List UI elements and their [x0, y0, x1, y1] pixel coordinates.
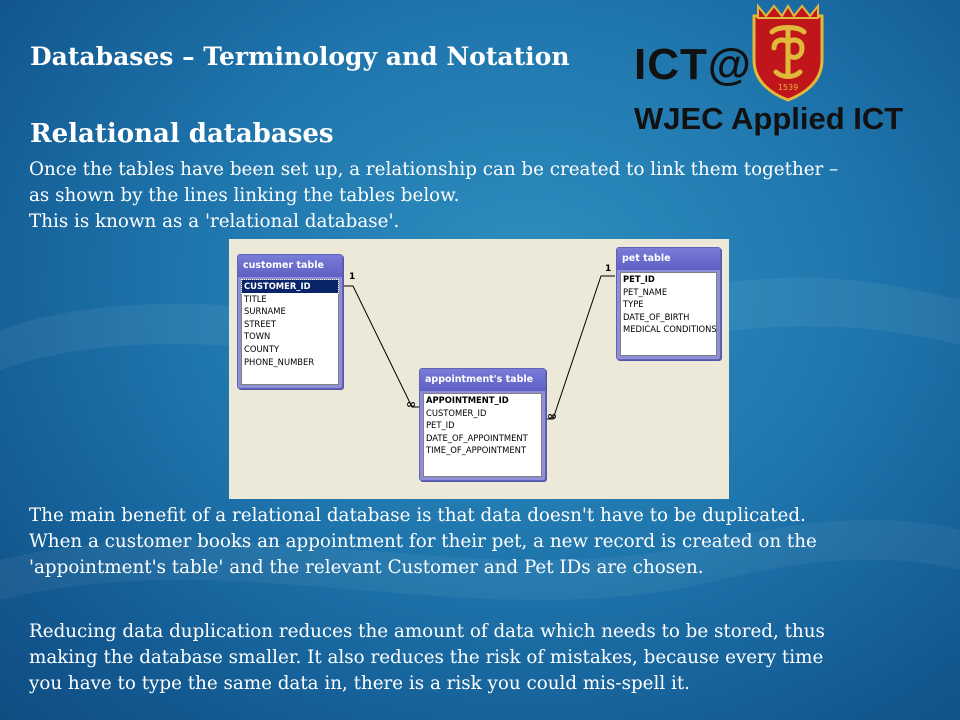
field-appointment-pet-id[interactable]: PET_ID [426, 420, 455, 431]
customer-table-title: customer table [238, 255, 342, 277]
field-medical-conditions[interactable]: MEDICAL CONDITIONS [623, 324, 717, 335]
brand-course-label: WJEC Applied ICT [634, 101, 904, 136]
field-pet-name[interactable]: PET_NAME [623, 286, 668, 297]
field-pet-id[interactable]: PET_ID [623, 274, 655, 284]
crest-year: 1539 [777, 83, 799, 92]
field-customer-id[interactable]: CUSTOMER_ID [242, 280, 338, 293]
field-phone-number[interactable]: PHONE_NUMBER [244, 356, 315, 367]
cardinality-many-pet: ∞ [547, 409, 557, 423]
field-appointment-customer-id[interactable]: CUSTOMER_ID [426, 407, 487, 418]
field-date-of-birth[interactable]: DATE_OF_BIRTH [623, 311, 690, 322]
cardinality-one-pet: 1 [605, 264, 612, 274]
field-street[interactable]: STREET [244, 318, 276, 329]
pet-table-title: pet table [617, 248, 720, 270]
duplication-paragraph: Reducing data duplication reduces the amount of data which needs to be stored, thus making the database smaller. It also reduces the risk of mistakes, because every time you have to type the same data in, there is a risk you could mis-spell it. [29, 621, 825, 694]
cardinality-many-customer: ∞ [406, 397, 416, 411]
section-title: Relational databases [30, 119, 334, 149]
field-title[interactable]: TITLE [244, 293, 267, 304]
field-town[interactable]: TOWN [244, 331, 271, 342]
field-appointment-id[interactable]: APPOINTMENT_ID [426, 395, 509, 405]
pet-table-fields [620, 272, 717, 356]
field-time-of-appointment[interactable]: TIME_OF_APPOINTMENT [426, 445, 527, 456]
appointment-table-fields [423, 393, 542, 477]
pet-table[interactable] [616, 247, 721, 360]
appointment-table[interactable] [419, 368, 546, 481]
field-type[interactable]: TYPE [623, 299, 644, 310]
customer-table-fields [241, 279, 339, 385]
page-title: Databases – Terminology and Notation [30, 42, 570, 71]
brand-ict-label: ICT@ [634, 40, 752, 89]
school-crest-icon [748, 2, 828, 102]
relationship-diagram [229, 239, 729, 499]
cardinality-one-customer: 1 [349, 272, 356, 282]
customer-table[interactable] [237, 254, 343, 389]
appointment-table-title: appointment's table [420, 369, 545, 391]
field-date-of-appointment[interactable]: DATE_OF_APPOINTMENT [426, 432, 528, 443]
intro-paragraph: Once the tables have been set up, a relationship can be created to link them together – as shown by the lines linking the tables below. This is known as a 'relational database'. [29, 159, 839, 232]
field-county[interactable]: COUNTY [244, 343, 280, 354]
benefit-paragraph: The main benefit of a relational database is that data doesn't have to be duplicated. When a customer books an appointment for their pet, a new record is created on the 'appointment's table' and the relevant Customer and Pet IDs are chosen. [29, 505, 817, 578]
field-surname[interactable]: SURNAME [244, 306, 286, 317]
